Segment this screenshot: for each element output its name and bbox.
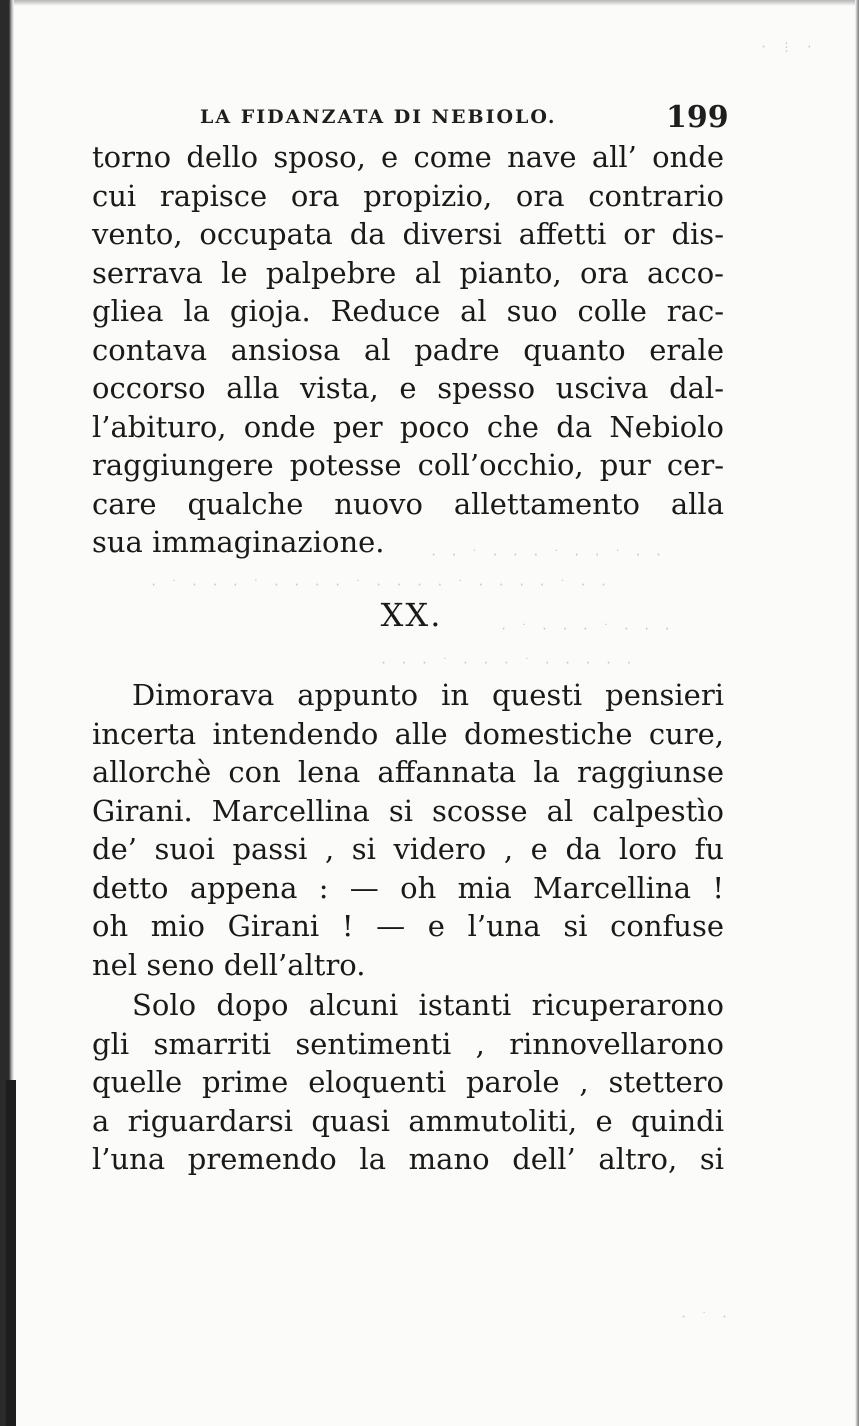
text-line: oh mio Girani ! — e l’una si confuse: [92, 909, 724, 943]
text-line: de’ suoi passi , si videro , e da loro fu: [92, 832, 724, 866]
text-line: allorchè con lena affannata la raggiunse: [92, 755, 724, 789]
text-line: sua immaginazione.: [92, 525, 385, 559]
text-line: gliea la gioja. Reduce al suo colle rac-: [92, 294, 724, 328]
running-head: LA FIDANZATA DI NEBIOLO.: [200, 106, 557, 128]
text-line: incerta intendendo alle domestiche cure,: [92, 716, 724, 751]
text-line: Dimorava appunto in questi pensieri: [132, 678, 724, 712]
text-line: serrava le palpebre al pianto, ora acco-: [92, 255, 724, 290]
text-line: torno dello sposo, e come nave all’ onde: [92, 140, 724, 174]
page-right-edge: [855, 0, 859, 1426]
paper-speckle: · · ˙ · · · ˙ · · ˙ · ·: [430, 548, 666, 562]
text-line: gli smarriti sentimenti , rinnovellarono: [92, 1026, 724, 1061]
text-line: vento, occupata da diversi affetti or dis-: [92, 217, 724, 251]
text-line: cui rapisce ora propizio, ora contrario: [92, 178, 724, 213]
text-line: care qualche nuovo allettamento alla: [92, 486, 724, 521]
chapter-heading: [0, 596, 859, 634]
paragraph-2: [92, 676, 724, 984]
paper-speckle: · ˙ · · · ˙ · · ·: [500, 622, 674, 636]
paper-speckle: · ⋮ ·: [760, 40, 816, 54]
page-number: 199: [666, 100, 729, 135]
binding-shadow: [6, 1080, 16, 1426]
paper-speckle: · · · ˙ · · · ˙ · · · · ·: [380, 656, 636, 670]
text-line: nel seno dell’altro.: [92, 947, 366, 982]
text-line: l’una premendo la mano dell’ altro, si: [92, 1142, 724, 1176]
chapter-number: XX.: [380, 596, 443, 634]
text-line: contava ansiosa al padre quanto erale: [92, 332, 724, 367]
text-line: detto appena : — oh mia Marcellina !: [92, 870, 724, 905]
text-line: quelle prime eloquenti parole , stettero: [92, 1065, 724, 1099]
paper-speckle: · ˙ · · · ˙ · · · · ˙ · · · · ˙ · · · · ˙ · ·: [150, 578, 611, 592]
text-line: a riguardarsi quasi ammutoliti, e quindi: [92, 1103, 724, 1138]
paragraph-1: [92, 138, 724, 562]
text-line: raggiungere potesse coll’occhio, pur cer-: [92, 448, 724, 482]
text-line: occorso alla vista, e spesso usciva dal-: [92, 371, 724, 405]
text-line: Girani. Marcellina si scosse al calpestìo: [92, 793, 724, 828]
text-line: Solo dopo alcuni istanti ricuperarono: [132, 988, 724, 1022]
text-line: l’abituro, onde per poco che da Nebiolo: [92, 409, 724, 444]
page-top-edge: [0, 0, 859, 6]
paper-speckle: · ˙ ·: [680, 1310, 732, 1324]
paragraph-3: [92, 986, 724, 1179]
